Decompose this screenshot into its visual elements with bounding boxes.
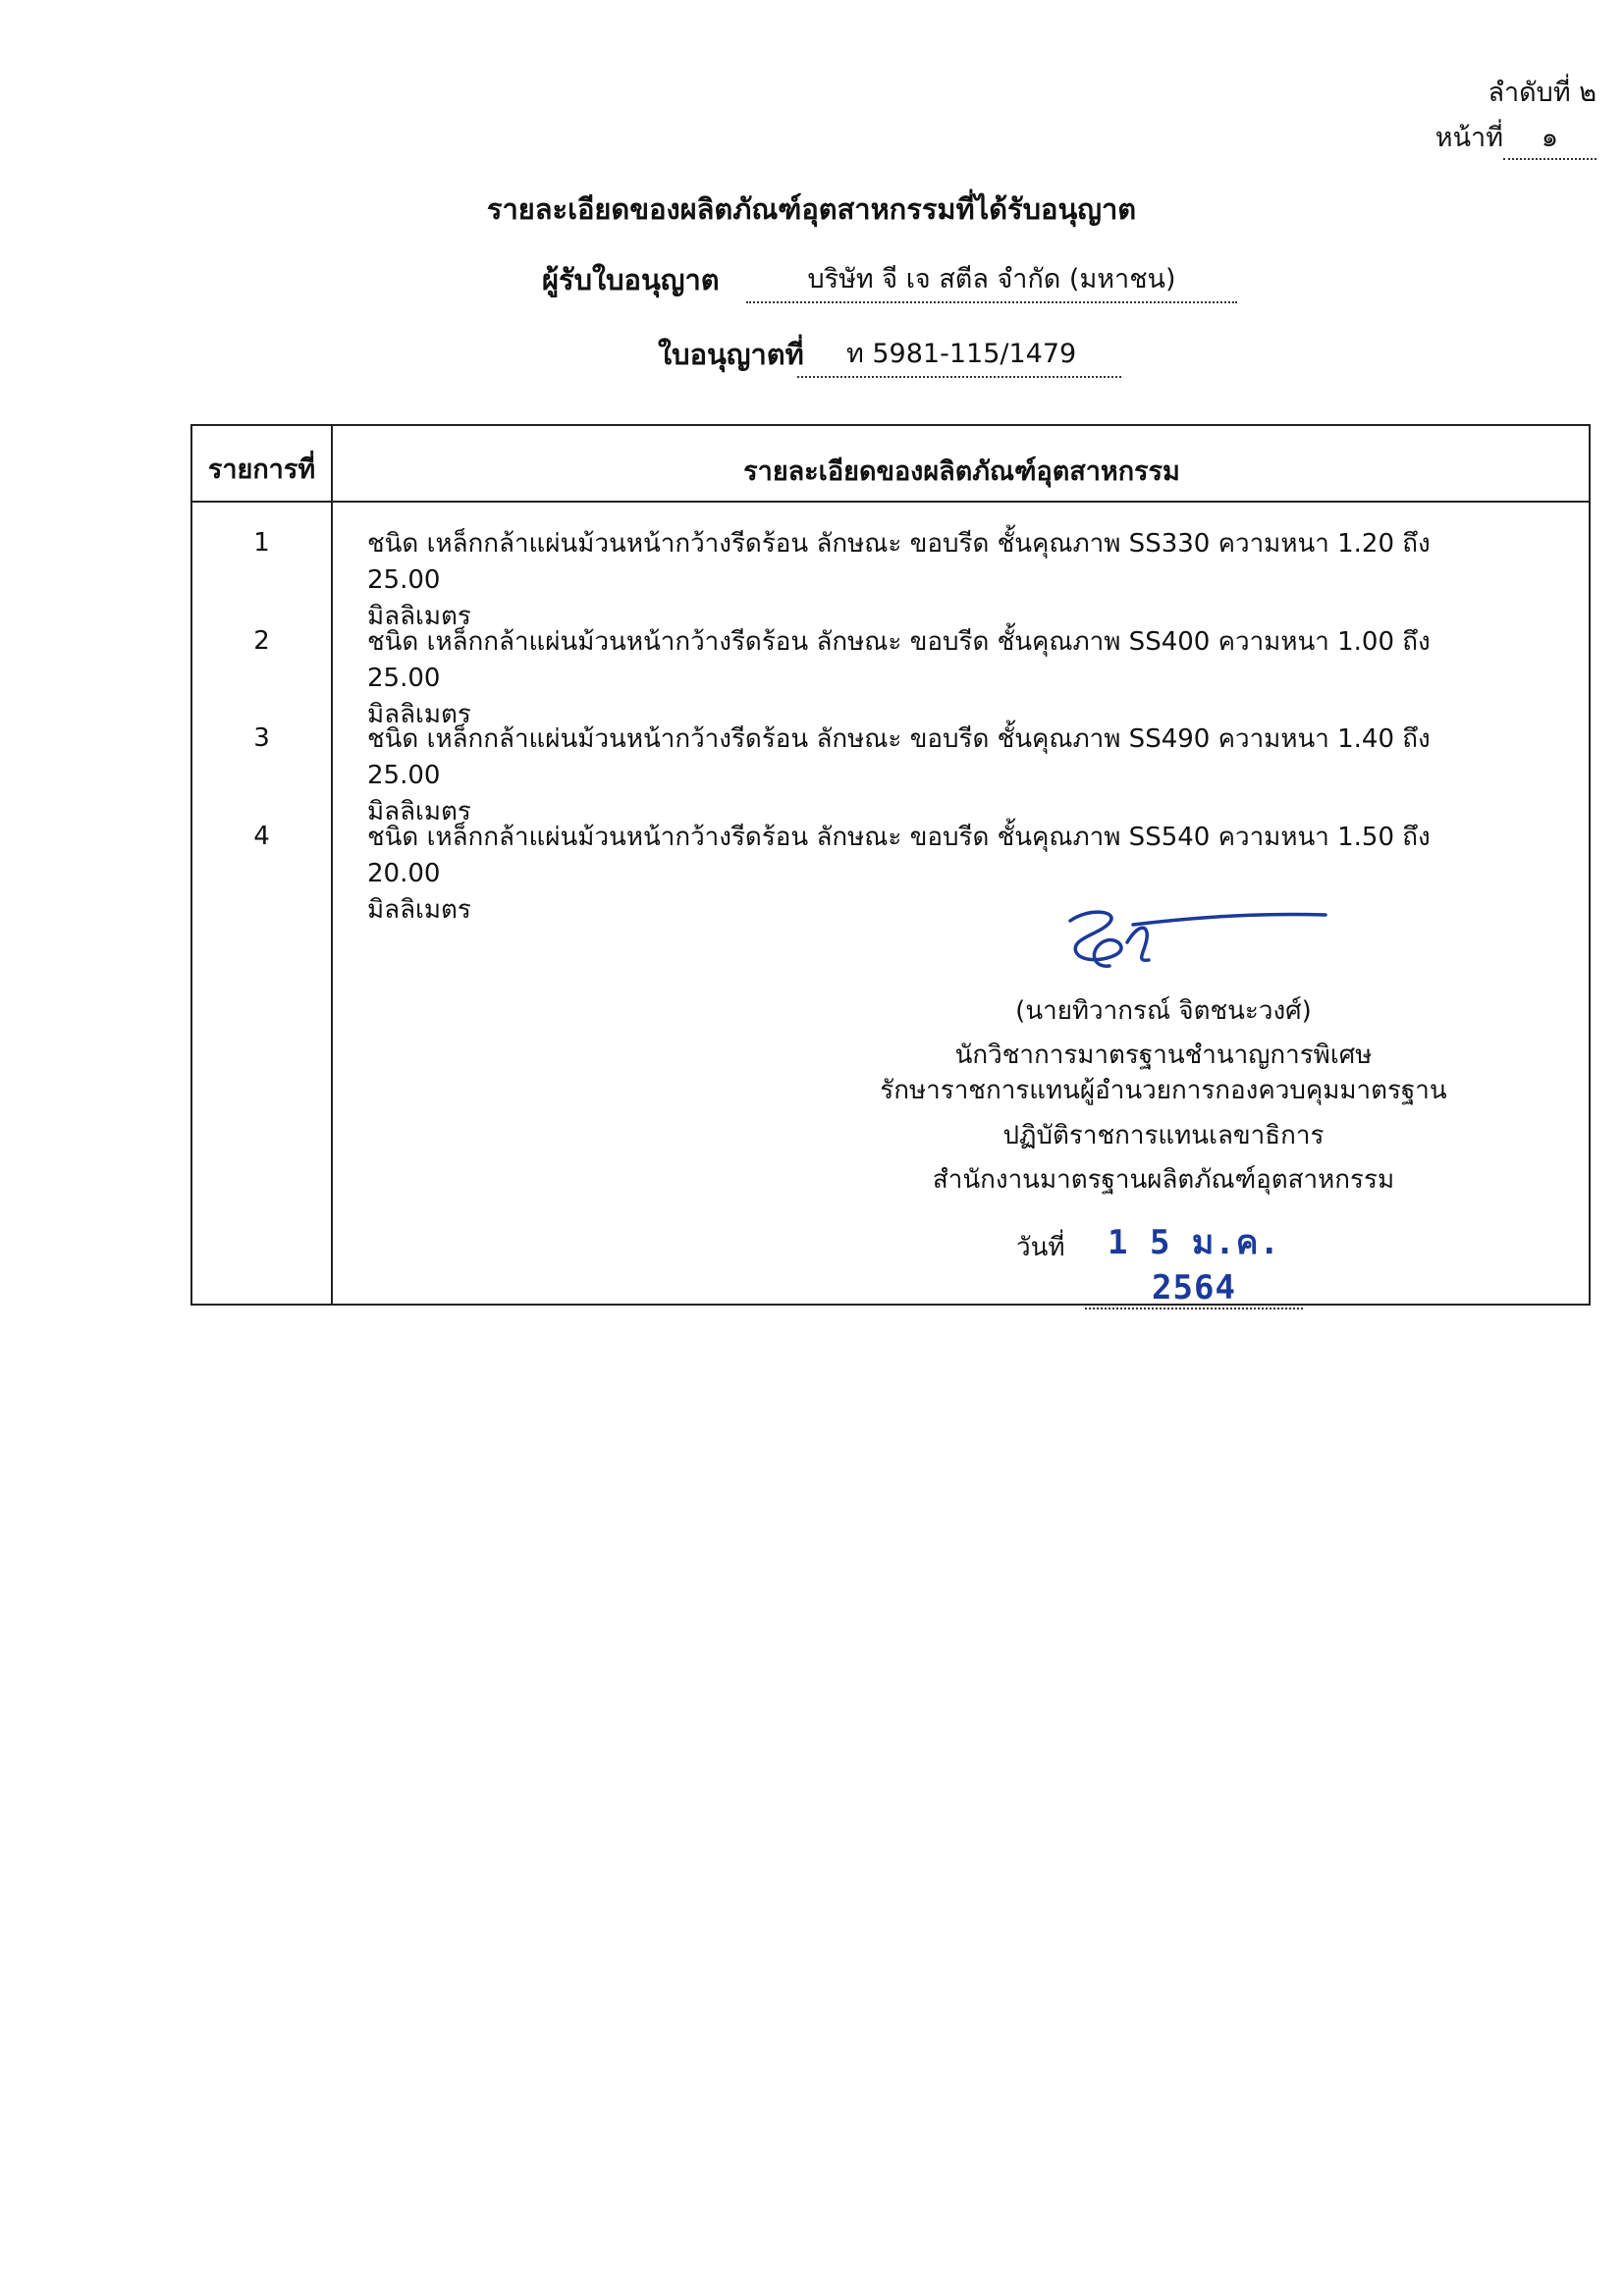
item-description-line: มิลลิเมตร	[367, 700, 471, 729]
page-label: หน้าที่	[1434, 123, 1503, 153]
signatory-position: นักวิชาการมาตรฐานชำนาญการพิเศษ	[954, 1041, 1373, 1070]
column-divider	[331, 426, 333, 1304]
sequence-number: ลำดับที่ ๒	[1488, 78, 1596, 108]
item-description	[367, 526, 1496, 635]
header-divider	[192, 501, 1589, 503]
signatory-office: สำนักงานมาตรฐานผลิตภัณฑ์อุตสาหกรรม	[932, 1165, 1395, 1195]
item-number: 3	[253, 723, 270, 753]
column-header-item-no: รายการที่	[207, 454, 316, 485]
signature-block	[771, 989, 1556, 1202]
license-number-value: ท 5981-115/1479	[797, 332, 1121, 378]
page-number	[1435, 116, 1596, 160]
item-number: 1	[253, 528, 270, 558]
license-number-label: ใบอนุญาตที่	[658, 338, 804, 371]
date-label: วันที่	[1016, 1233, 1065, 1262]
signatory-name: (นายทิวากรณ์ จิตชนะวงศ์)	[1015, 996, 1312, 1026]
license-holder-label: ผู้รับใบอนุญาต	[542, 263, 720, 296]
item-description-line: มิลลิเมตร	[367, 895, 471, 925]
date-stamp: 1 5 ม.ค. 2564	[1085, 1215, 1303, 1309]
column-header-description: รายละเอียดของผลิตภัณฑ์อุตสาหกรรม	[743, 456, 1180, 487]
page-value: ๑	[1503, 116, 1596, 160]
item-description-line: ชนิด เหล็กกล้าแผ่นม้วนหน้ากว้างรีดร้อน ลักษณะ ขอบรีด ชั้นคุณภาพ SS540 ความหนา 1.50 ถึง 20.00	[367, 823, 1431, 888]
item-description	[367, 721, 1496, 830]
signature-mark	[1051, 903, 1335, 982]
item-description-line: มิลลิเมตร	[367, 602, 471, 631]
signatory-on-behalf: ปฏิบัติราชการแทนเลขาธิการ	[1002, 1121, 1325, 1150]
item-number: 4	[253, 822, 270, 851]
item-description	[367, 624, 1496, 733]
item-description-line: ชนิด เหล็กกล้าแผ่นม้วนหน้ากว้างรีดร้อน ลักษณะ ขอบรีด ชั้นคุณภาพ SS490 ความหนา 1.40 ถึง 25.00	[367, 724, 1431, 790]
item-description-line: ชนิด เหล็กกล้าแผ่นม้วนหน้ากว้างรีดร้อน ลักษณะ ขอบรีด ชั้นคุณภาพ SS400 ความหนา 1.00 ถึง 25.00	[367, 627, 1431, 693]
item-description-line: ชนิด เหล็กกล้าแผ่นม้วนหน้ากว้างรีดร้อน ลักษณะ ขอบรีด ชั้นคุณภาพ SS330 ความหนา 1.20 ถึง 25.00	[367, 529, 1431, 595]
item-description-line: มิลลิเมตร	[367, 797, 471, 827]
license-holder-value: บริษัท จี เจ สตีล จำกัด (มหาชน)	[746, 257, 1237, 303]
item-number: 2	[253, 626, 270, 656]
document-title: รายละเอียดของผลิตภัณฑ์อุตสาหกรรมที่ได้รับอนุญาต	[486, 192, 1137, 226]
signatory-acting-position: รักษาราชการแทนผู้อำนวยการกองควบคุมมาตรฐาน	[880, 1076, 1447, 1105]
